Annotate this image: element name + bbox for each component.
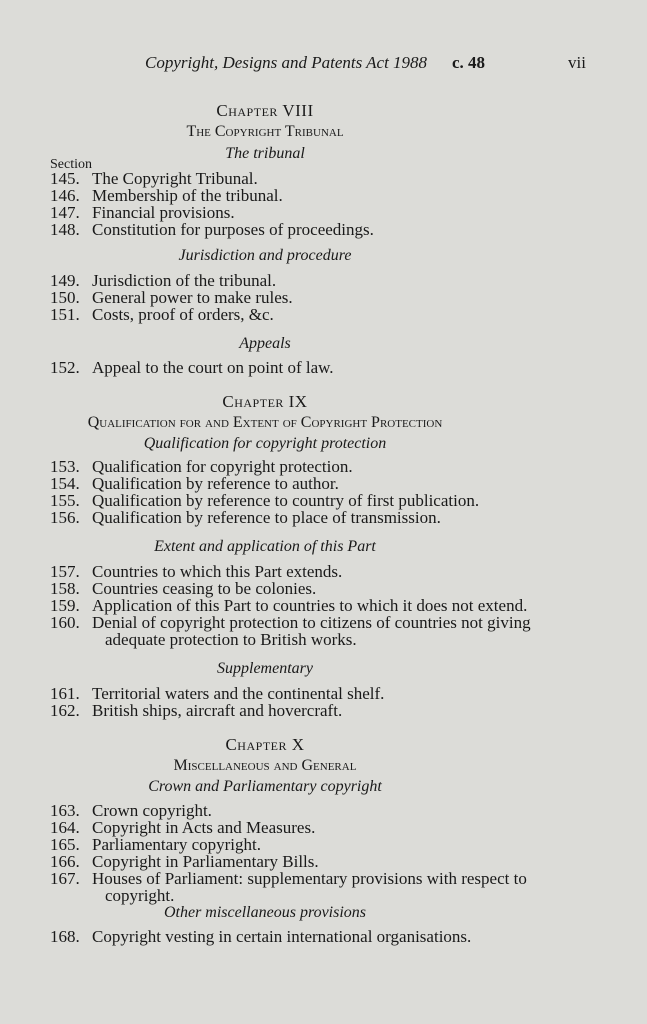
toc-entry (50, 187, 283, 204)
section-title: Qualification for copyright protection. (92, 457, 353, 476)
toc-entry (50, 289, 293, 306)
section-title: Denial of copyright protection to citizens of countries not giving (92, 613, 531, 632)
chapter-x-heading: Miscellaneous and General (173, 757, 357, 774)
toc-entry (50, 306, 274, 323)
subheading-crown: Crown and Parliamentary copyright (148, 778, 382, 795)
section-title: Territorial waters and the continental shelf. (92, 684, 385, 703)
section-title: General power to make rules. (92, 288, 293, 307)
chapter-viii-title: Chapter VIII (216, 101, 314, 120)
chapter-ix-heading: Qualification for and Extent of Copyright Protection (87, 414, 443, 431)
section-number: 158. (50, 579, 80, 598)
toc-entry (50, 870, 527, 887)
running-header-title: Copyright, Designs and Patents Act 1988 (145, 53, 428, 72)
toc-entry (50, 458, 353, 475)
section-number: 159. (50, 596, 80, 615)
section-number: 166. (50, 852, 80, 871)
section-title-continuation: copyright. (105, 886, 175, 905)
section-title: The Copyright Tribunal. (92, 169, 258, 188)
toc-entry (50, 614, 531, 631)
chapter-x-title: Chapter X (225, 735, 305, 754)
subheading-appeals: Appeals (239, 335, 291, 352)
toc-entry (50, 928, 471, 945)
section-title: Qualification by reference to country of first publication. (92, 491, 480, 510)
subheading-jurisdiction: Jurisdiction and procedure (178, 247, 352, 264)
toc-entry (50, 819, 315, 836)
toc-entry (50, 853, 319, 870)
section-title: Copyright in Parliamentary Bills. (92, 852, 319, 871)
subheading-extent: Extent and application of this Part (154, 538, 376, 555)
toc-entry (50, 170, 258, 187)
section-number: 161. (50, 684, 80, 703)
toc-entry (50, 272, 276, 289)
section-number: 151. (50, 305, 80, 324)
section-number: 164. (50, 818, 80, 837)
toc-entry (50, 563, 342, 580)
section-title: Houses of Parliament: supplementary provisions with respect to (92, 869, 527, 888)
subheading-other-misc: Other miscellaneous provisions (163, 904, 367, 921)
subheading-qualification: Qualification for copyright protection (143, 435, 387, 452)
section-number: 165. (50, 835, 80, 854)
section-title: Countries ceasing to be colonies. (92, 579, 317, 598)
section-title: Qualification by reference to place of transmission. (92, 508, 441, 527)
toc-entry (50, 702, 342, 719)
section-title: Membership of the tribunal. (92, 186, 283, 205)
section-title-continuation: adequate protection to British works. (105, 630, 357, 649)
section-number: 155. (50, 491, 80, 510)
section-number: 150. (50, 288, 80, 307)
section-number: 148. (50, 220, 80, 239)
chapter-viii-heading: The Copyright Tribunal (186, 123, 344, 140)
toc-entry (50, 221, 374, 238)
page-number: vii (568, 53, 586, 72)
section-number: 154. (50, 474, 80, 493)
section-title: Copyright vesting in certain international organisations. (92, 927, 472, 946)
section-number: 168. (50, 927, 80, 946)
section-number: 153. (50, 457, 80, 476)
subheading-the-tribunal: The tribunal (225, 145, 305, 162)
toc-entry (50, 836, 261, 853)
section-title: Appeal to the court on point of law. (92, 358, 334, 377)
toc-entry (50, 580, 316, 597)
section-number: 145. (50, 169, 80, 188)
section-title: Financial provisions. (92, 203, 235, 222)
section-number: 163. (50, 801, 80, 820)
section-number: 149. (50, 271, 80, 290)
section-number: 162. (50, 701, 80, 720)
section-title: Jurisdiction of the tribunal. (92, 271, 277, 290)
section-title: Countries to which this Part extends. (92, 562, 343, 581)
toc-entry (50, 685, 384, 702)
section-title: Crown copyright. (92, 801, 212, 820)
running-header-chapter: c. 48 (452, 53, 486, 72)
section-number: 147. (50, 203, 80, 222)
section-number: 146. (50, 186, 80, 205)
toc-entry (50, 492, 479, 509)
subheading-supplementary: Supplementary (217, 660, 313, 677)
section-number: 167. (50, 869, 80, 888)
section-number: 156. (50, 508, 80, 527)
toc-entry (50, 204, 235, 221)
section-title: Parliamentary copyright. (92, 835, 262, 854)
section-number: 160. (50, 613, 80, 632)
toc-entry (50, 509, 441, 526)
toc-entry (50, 597, 527, 614)
section-title: British ships, aircraft and hovercraft. (92, 701, 343, 720)
toc-entry (50, 475, 339, 492)
section-number: 152. (50, 358, 80, 377)
section-title: Constitution for purposes of proceedings. (92, 220, 374, 239)
chapter-ix-title: Chapter IX (222, 392, 308, 411)
toc-entry (50, 359, 334, 376)
section-title: Copyright in Acts and Measures. (92, 818, 316, 837)
section-title: Qualification by reference to author. (92, 474, 339, 493)
section-number: 157. (50, 562, 80, 581)
toc-entry (50, 802, 212, 819)
section-title: Application of this Part to countries to which it does not extend. (92, 596, 528, 615)
section-title: Costs, proof of orders, &c. (92, 305, 274, 324)
section-column-label: Section (50, 157, 92, 172)
